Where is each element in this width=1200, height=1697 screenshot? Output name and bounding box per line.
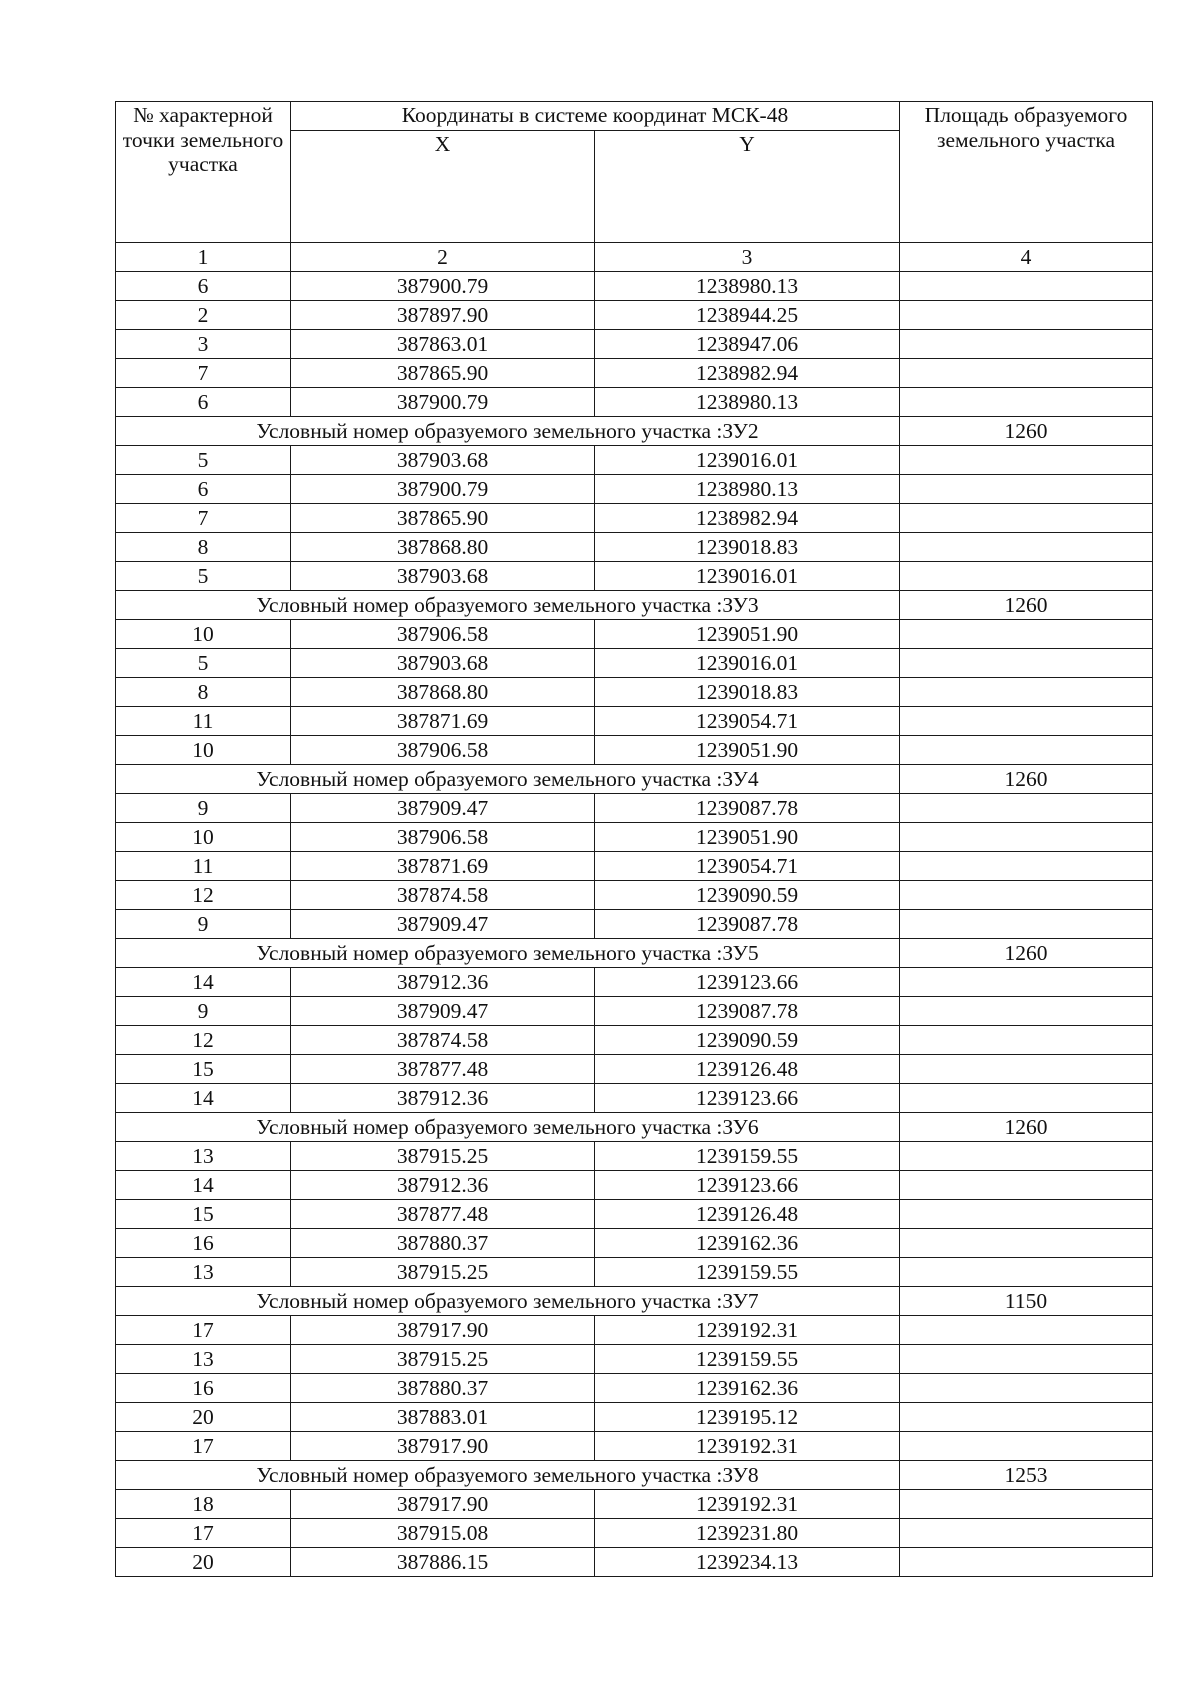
area-cell: [900, 272, 1153, 301]
area-cell: [900, 388, 1153, 417]
area-cell: [900, 301, 1153, 330]
parcel-area: 1260: [900, 1113, 1153, 1142]
point-number-cell: 14: [116, 968, 291, 997]
area-cell: [900, 1432, 1153, 1461]
table-row: [116, 1229, 1153, 1258]
table-row: [116, 881, 1153, 910]
parcel-area: 1260: [900, 417, 1153, 446]
x-coordinate-cell: 387903.68: [291, 649, 595, 678]
column-number-3: 3: [595, 243, 900, 272]
y-coordinate-cell: 1239126.48: [595, 1200, 900, 1229]
x-coordinate-cell: 387906.58: [291, 823, 595, 852]
area-cell: [900, 707, 1153, 736]
header-row: [116, 102, 1153, 131]
x-coordinate-cell: 387917.90: [291, 1490, 595, 1519]
y-coordinate-cell: 1239123.66: [595, 968, 900, 997]
x-coordinate-cell: 387871.69: [291, 707, 595, 736]
y-coordinate-cell: 1239051.90: [595, 823, 900, 852]
y-coordinate-cell: 1239016.01: [595, 446, 900, 475]
area-cell: [900, 1548, 1153, 1577]
table-row: [116, 359, 1153, 388]
point-number-cell: 9: [116, 910, 291, 939]
x-coordinate-cell: 387897.90: [291, 301, 595, 330]
header-y: Y: [595, 131, 900, 243]
y-coordinate-cell: 1239195.12: [595, 1403, 900, 1432]
table-row: [116, 1026, 1153, 1055]
x-coordinate-cell: 387868.80: [291, 678, 595, 707]
column-number-4: 4: [900, 243, 1153, 272]
parcel-label: Условный номер образуемого земельного участка :ЗУ5: [116, 939, 900, 968]
point-number-cell: 14: [116, 1084, 291, 1113]
area-cell: [900, 620, 1153, 649]
point-number-cell: 2: [116, 301, 291, 330]
area-cell: [900, 1316, 1153, 1345]
table-row: [116, 794, 1153, 823]
x-coordinate-cell: 387865.90: [291, 504, 595, 533]
y-coordinate-cell: 1239087.78: [595, 794, 900, 823]
y-coordinate-cell: 1238980.13: [595, 388, 900, 417]
x-coordinate-cell: 387909.47: [291, 910, 595, 939]
point-number-cell: 16: [116, 1374, 291, 1403]
area-cell: [900, 852, 1153, 881]
y-coordinate-cell: 1238944.25: [595, 301, 900, 330]
x-coordinate-cell: 387915.25: [291, 1258, 595, 1287]
parcel-label: Условный номер образуемого земельного участка :ЗУ3: [116, 591, 900, 620]
area-cell: [900, 1345, 1153, 1374]
area-cell: [900, 562, 1153, 591]
area-cell: [900, 794, 1153, 823]
x-coordinate-cell: 387877.48: [291, 1055, 595, 1084]
parcel-row: [116, 417, 1153, 446]
area-cell: [900, 1200, 1153, 1229]
y-coordinate-cell: 1239159.55: [595, 1142, 900, 1171]
x-coordinate-cell: 387912.36: [291, 968, 595, 997]
y-coordinate-cell: 1239016.01: [595, 649, 900, 678]
point-number-cell: 10: [116, 620, 291, 649]
x-coordinate-cell: 387915.25: [291, 1142, 595, 1171]
area-cell: [900, 1403, 1153, 1432]
parcel-row: [116, 939, 1153, 968]
y-coordinate-cell: 1239126.48: [595, 1055, 900, 1084]
header-area: Площадь образуемого земельного участка: [900, 102, 1153, 243]
x-coordinate-cell: 387871.69: [291, 852, 595, 881]
table-row: [116, 504, 1153, 533]
table-row: [116, 475, 1153, 504]
area-cell: [900, 968, 1153, 997]
area-cell: [900, 1374, 1153, 1403]
table-row: [116, 388, 1153, 417]
x-coordinate-cell: 387880.37: [291, 1229, 595, 1258]
y-coordinate-cell: 1239054.71: [595, 852, 900, 881]
point-number-cell: 6: [116, 272, 291, 301]
area-cell: [900, 1258, 1153, 1287]
x-coordinate-cell: 387915.25: [291, 1345, 595, 1374]
area-cell: [900, 910, 1153, 939]
area-cell: [900, 997, 1153, 1026]
point-number-cell: 12: [116, 1026, 291, 1055]
table-row: [116, 852, 1153, 881]
y-coordinate-cell: 1239051.90: [595, 736, 900, 765]
point-number-cell: 10: [116, 736, 291, 765]
table-row: [116, 1171, 1153, 1200]
table-row: [116, 968, 1153, 997]
x-coordinate-cell: 387883.01: [291, 1403, 595, 1432]
y-coordinate-cell: 1239123.66: [595, 1171, 900, 1200]
table-row: [116, 1374, 1153, 1403]
table-row: [116, 562, 1153, 591]
table-row: [116, 330, 1153, 359]
y-coordinate-cell: 1239162.36: [595, 1229, 900, 1258]
point-number-cell: 8: [116, 533, 291, 562]
x-coordinate-cell: 387880.37: [291, 1374, 595, 1403]
x-coordinate-cell: 387903.68: [291, 562, 595, 591]
y-coordinate-cell: 1238947.06: [595, 330, 900, 359]
y-coordinate-cell: 1239016.01: [595, 562, 900, 591]
area-cell: [900, 1519, 1153, 1548]
x-coordinate-cell: 387915.08: [291, 1519, 595, 1548]
table-row: [116, 1490, 1153, 1519]
y-coordinate-cell: 1239192.31: [595, 1490, 900, 1519]
table-row: [116, 1200, 1153, 1229]
area-cell: [900, 1171, 1153, 1200]
parcel-area: 1253: [900, 1461, 1153, 1490]
y-coordinate-cell: 1238980.13: [595, 272, 900, 301]
y-coordinate-cell: 1239018.83: [595, 678, 900, 707]
x-coordinate-cell: 387903.68: [291, 446, 595, 475]
point-number-cell: 6: [116, 475, 291, 504]
x-coordinate-cell: 387906.58: [291, 736, 595, 765]
area-cell: [900, 475, 1153, 504]
y-coordinate-cell: 1239231.80: [595, 1519, 900, 1548]
table-row: [116, 997, 1153, 1026]
point-number-cell: 16: [116, 1229, 291, 1258]
x-coordinate-cell: 387900.79: [291, 388, 595, 417]
parcel-row: [116, 1287, 1153, 1316]
point-number-cell: 17: [116, 1432, 291, 1461]
point-number-cell: 15: [116, 1055, 291, 1084]
point-number-cell: 13: [116, 1142, 291, 1171]
area-cell: [900, 1026, 1153, 1055]
table-row: [116, 446, 1153, 475]
header-coordinates: Координаты в системе координат МСК-48: [291, 102, 900, 131]
table-row: [116, 1519, 1153, 1548]
area-cell: [900, 446, 1153, 475]
point-number-cell: 11: [116, 852, 291, 881]
table-row: [116, 823, 1153, 852]
column-numbers-row: [116, 243, 1153, 272]
table-row: [116, 707, 1153, 736]
area-cell: [900, 823, 1153, 852]
table-row: [116, 1055, 1153, 1084]
parcel-area: 1260: [900, 591, 1153, 620]
point-number-cell: 17: [116, 1519, 291, 1548]
table-row: [116, 1142, 1153, 1171]
x-coordinate-cell: 387900.79: [291, 475, 595, 504]
area-cell: [900, 736, 1153, 765]
column-number-2: 2: [291, 243, 595, 272]
column-number-1: 1: [116, 243, 291, 272]
parcel-area: 1150: [900, 1287, 1153, 1316]
table-row: [116, 301, 1153, 330]
point-number-cell: 11: [116, 707, 291, 736]
point-number-cell: 9: [116, 997, 291, 1026]
y-coordinate-cell: 1239159.55: [595, 1345, 900, 1374]
x-coordinate-cell: 387874.58: [291, 1026, 595, 1055]
parcel-label: Условный номер образуемого земельного участка :ЗУ8: [116, 1461, 900, 1490]
x-coordinate-cell: 387877.48: [291, 1200, 595, 1229]
y-coordinate-cell: 1239162.36: [595, 1374, 900, 1403]
point-number-cell: 3: [116, 330, 291, 359]
coordinates-table: [115, 101, 1153, 1577]
table-row: [116, 1258, 1153, 1287]
y-coordinate-cell: 1239087.78: [595, 997, 900, 1026]
area-cell: [900, 649, 1153, 678]
x-coordinate-cell: 387917.90: [291, 1316, 595, 1345]
point-number-cell: 12: [116, 881, 291, 910]
header-point-number: № характерной точки земельного участка: [116, 102, 291, 243]
y-coordinate-cell: 1239159.55: [595, 1258, 900, 1287]
point-number-cell: 10: [116, 823, 291, 852]
area-cell: [900, 1055, 1153, 1084]
point-number-cell: 7: [116, 504, 291, 533]
y-coordinate-cell: 1239018.83: [595, 533, 900, 562]
table-row: [116, 910, 1153, 939]
point-number-cell: 20: [116, 1403, 291, 1432]
point-number-cell: 15: [116, 1200, 291, 1229]
point-number-cell: 14: [116, 1171, 291, 1200]
x-coordinate-cell: 387909.47: [291, 794, 595, 823]
y-coordinate-cell: 1239090.59: [595, 1026, 900, 1055]
x-coordinate-cell: 387917.90: [291, 1432, 595, 1461]
point-number-cell: 20: [116, 1548, 291, 1577]
point-number-cell: 5: [116, 649, 291, 678]
table-row: [116, 1084, 1153, 1113]
point-number-cell: 5: [116, 446, 291, 475]
point-number-cell: 6: [116, 388, 291, 417]
table-row: [116, 1432, 1153, 1461]
table-row: [116, 678, 1153, 707]
point-number-cell: 9: [116, 794, 291, 823]
x-coordinate-cell: 387863.01: [291, 330, 595, 359]
y-coordinate-cell: 1239123.66: [595, 1084, 900, 1113]
area-cell: [900, 1229, 1153, 1258]
x-coordinate-cell: 387865.90: [291, 359, 595, 388]
y-coordinate-cell: 1239192.31: [595, 1316, 900, 1345]
x-coordinate-cell: 387868.80: [291, 533, 595, 562]
table-row: [116, 1345, 1153, 1374]
parcel-area: 1260: [900, 765, 1153, 794]
point-number-cell: 5: [116, 562, 291, 591]
area-cell: [900, 1084, 1153, 1113]
point-number-cell: 7: [116, 359, 291, 388]
parcel-area: 1260: [900, 939, 1153, 968]
parcel-label: Условный номер образуемого земельного участка :ЗУ4: [116, 765, 900, 794]
parcel-row: [116, 765, 1153, 794]
header-x: X: [291, 131, 595, 243]
point-number-cell: 13: [116, 1258, 291, 1287]
x-coordinate-cell: 387900.79: [291, 272, 595, 301]
table-row: [116, 1548, 1153, 1577]
area-cell: [900, 678, 1153, 707]
area-cell: [900, 504, 1153, 533]
x-coordinate-cell: 387874.58: [291, 881, 595, 910]
point-number-cell: 8: [116, 678, 291, 707]
table-row: [116, 1403, 1153, 1432]
area-cell: [900, 533, 1153, 562]
parcel-row: [116, 1113, 1153, 1142]
parcel-label: Условный номер образуемого земельного участка :ЗУ2: [116, 417, 900, 446]
y-coordinate-cell: 1238982.94: [595, 504, 900, 533]
parcel-label: Условный номер образуемого земельного участка :ЗУ7: [116, 1287, 900, 1316]
area-cell: [900, 330, 1153, 359]
x-coordinate-cell: 387912.36: [291, 1084, 595, 1113]
x-coordinate-cell: 387886.15: [291, 1548, 595, 1577]
y-coordinate-cell: 1239192.31: [595, 1432, 900, 1461]
y-coordinate-cell: 1239090.59: [595, 881, 900, 910]
point-number-cell: 17: [116, 1316, 291, 1345]
parcel-row: [116, 1461, 1153, 1490]
area-cell: [900, 359, 1153, 388]
x-coordinate-cell: 387912.36: [291, 1171, 595, 1200]
point-number-cell: 13: [116, 1345, 291, 1374]
x-coordinate-cell: 387909.47: [291, 997, 595, 1026]
y-coordinate-cell: 1238982.94: [595, 359, 900, 388]
table-row: [116, 1316, 1153, 1345]
table-row: [116, 649, 1153, 678]
table-row: [116, 533, 1153, 562]
y-coordinate-cell: 1239234.13: [595, 1548, 900, 1577]
y-coordinate-cell: 1238980.13: [595, 475, 900, 504]
y-coordinate-cell: 1239051.90: [595, 620, 900, 649]
area-cell: [900, 881, 1153, 910]
parcel-row: [116, 591, 1153, 620]
y-coordinate-cell: 1239087.78: [595, 910, 900, 939]
parcel-label: Условный номер образуемого земельного участка :ЗУ6: [116, 1113, 900, 1142]
x-coordinate-cell: 387906.58: [291, 620, 595, 649]
point-number-cell: 18: [116, 1490, 291, 1519]
area-cell: [900, 1490, 1153, 1519]
table-row: [116, 272, 1153, 301]
table-row: [116, 736, 1153, 765]
area-cell: [900, 1142, 1153, 1171]
y-coordinate-cell: 1239054.71: [595, 707, 900, 736]
table-row: [116, 620, 1153, 649]
